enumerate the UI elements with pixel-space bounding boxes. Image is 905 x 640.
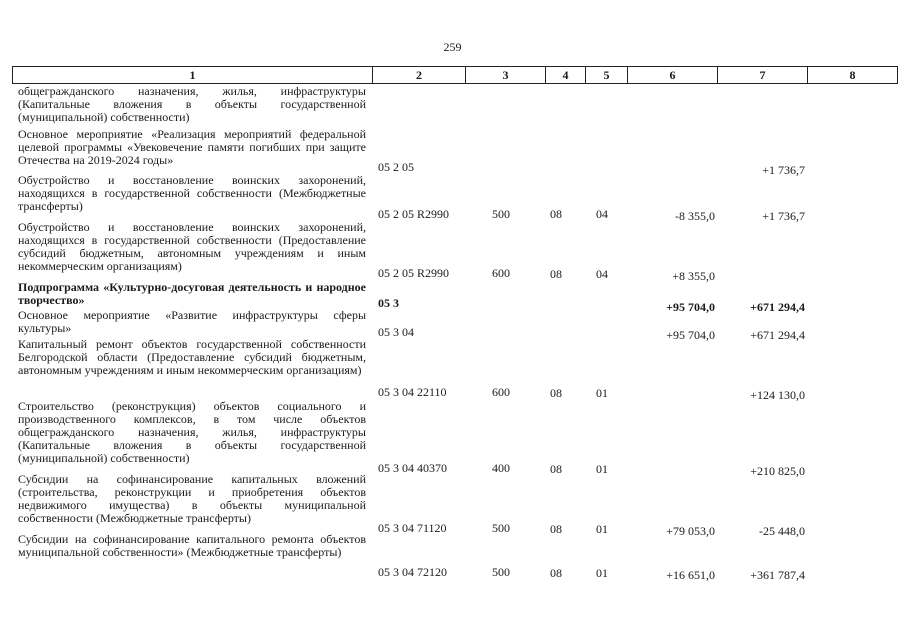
column-header: 1 (13, 67, 373, 84)
column-header: 8 (808, 67, 898, 84)
row-col4: 08 (550, 207, 562, 221)
row-col4: 08 (550, 522, 562, 536)
row-col5: 01 (596, 522, 608, 536)
row-code: 05 3 04 40370 (378, 461, 447, 475)
row-code: 05 3 04 71120 (378, 521, 447, 535)
column-header: 6 (628, 67, 718, 84)
row-col4: 08 (550, 462, 562, 476)
row-amount-col7: +361 787,4 (750, 568, 805, 582)
row-description: Субсидии на софинансирование капитальных вложений (строительства, реконструкции и приобретения объектов недвижимого имущества) в объекты муниципальной собственности (Межбюджетные трансферты) (18, 472, 366, 525)
row-amount-col6: +8 355,0 (672, 269, 715, 283)
row-col4: 08 (550, 566, 562, 580)
column-header: 4 (546, 67, 586, 84)
row-amount-col7: +671 294,4 (750, 328, 805, 342)
row-col3: 500 (492, 565, 510, 579)
row-col3: 400 (492, 461, 510, 475)
page-number: 259 (443, 40, 462, 54)
row-amount-col6: +95 704,0 (666, 300, 715, 314)
row-description: Обустройство и восстановление воинских захоронений, находящихся в государственной собственности (Предоставление субсидий бюджетным, автономным учреждениям и иным некоммерческим организациям) (18, 220, 366, 273)
row-amount-col7: +210 825,0 (750, 464, 805, 478)
column-header-table (12, 66, 898, 84)
row-code: 05 2 05 R2990 (378, 266, 450, 280)
row-amount-col6: +79 053,0 (666, 524, 715, 538)
row-col5: 01 (596, 462, 608, 476)
row-amount-col7: +671 294,4 (750, 300, 805, 314)
row-amount-col6: +16 651,0 (666, 568, 715, 582)
row-code: 05 3 04 22110 (378, 385, 447, 399)
row-col5: 04 (596, 207, 608, 221)
row-code: 05 3 (378, 296, 399, 310)
row-amount-col7: +124 130,0 (750, 388, 805, 402)
row-description: общегражданского назначения, жилья, инфраструктуры (Капитальные вложения в объекты государственной (муниципальной) собственности) (18, 84, 366, 124)
row-col5: 04 (596, 267, 608, 281)
row-description: Строительство (реконструкция) объектов социального и производственного комплексов, в том числе объектов общегражданского назначения, жилья, инфраструктуры (Капитальные вложения в объекты государственной (муниципальной) собственности) (18, 399, 366, 465)
row-col3: 500 (492, 207, 510, 221)
row-description: Обустройство и восстановление воинских захоронений, находящихся в государственной собственности (Межбюджетные трансферты) (18, 173, 366, 213)
row-col3: 600 (492, 385, 510, 399)
row-col4: 08 (550, 386, 562, 400)
row-code: 05 3 04 72120 (378, 565, 447, 579)
column-header: 7 (718, 67, 808, 84)
row-col5: 01 (596, 566, 608, 580)
column-header: 2 (373, 67, 466, 84)
row-col3: 500 (492, 521, 510, 535)
row-amount-col6: +95 704,0 (666, 328, 715, 342)
row-description: Основное мероприятие «Реализация мероприятий федеральной целевой программы «Увековечение памяти погибших при защите Отечества на 2019-2024 годы» (18, 127, 366, 167)
row-description: Основное мероприятие «Развитие инфраструктуры сферы культуры» (18, 308, 366, 335)
row-code: 05 3 04 (378, 325, 414, 339)
row-code: 05 2 05 (378, 160, 414, 174)
column-header: 5 (586, 67, 628, 84)
row-description: Подпрограмма «Культурно-досуговая деятельность и народное творчество» (18, 280, 366, 307)
row-amount-col7: +1 736,7 (762, 163, 805, 177)
row-code: 05 2 05 R2990 (378, 207, 450, 221)
column-header: 3 (466, 67, 546, 84)
column-header-row (13, 67, 898, 84)
row-col4: 08 (550, 267, 562, 281)
row-col3: 600 (492, 266, 510, 280)
row-description: Субсидии на софинансирование капитального ремонта объектов муниципальной собственности» (Межбюджетные трансферты) (18, 532, 366, 559)
row-col5: 01 (596, 386, 608, 400)
row-amount-col7: -25 448,0 (759, 524, 805, 538)
row-description: Капитальный ремонт объектов государственной собственности Белгородской области (Предоставление субсидий бюджетным, автономным учреждениям и иным некоммерческим организациям) (18, 337, 366, 377)
row-amount-col7: +1 736,7 (762, 209, 805, 223)
row-amount-col6: -8 355,0 (675, 209, 715, 223)
